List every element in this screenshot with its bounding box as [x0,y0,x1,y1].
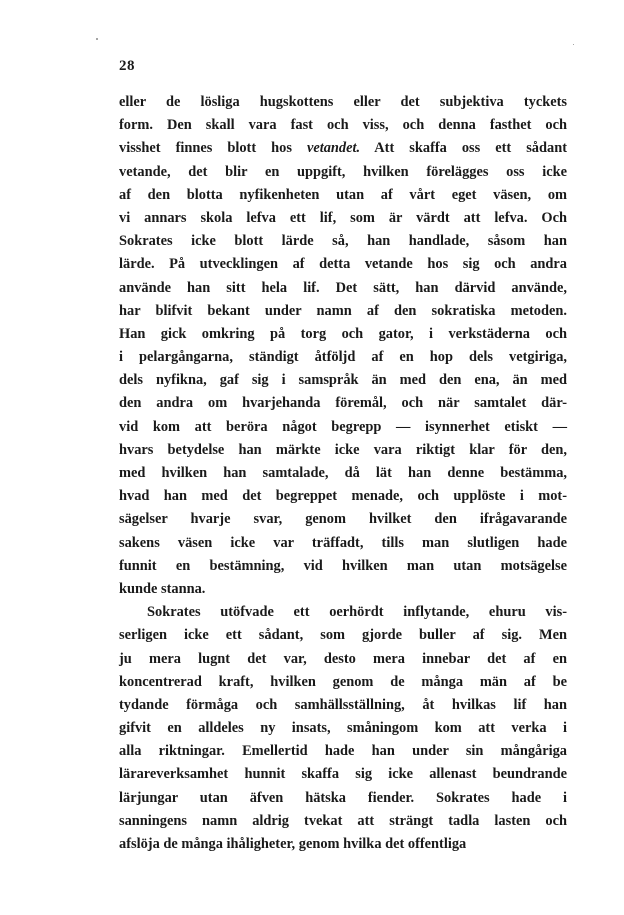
text-line: vi annars skola lefva ett lif, som är värdt att lefva. Och [119,209,567,226]
page-number: 28 [119,58,135,74]
text-line: lärde. På utvecklingen af detta vetande hos sig och andra [119,256,567,273]
paper-speck [573,44,574,45]
text-line: funnit en bestämning, vid hvilken man utan motsägelse [119,557,567,574]
text-line: af den blotta nyfikenheten utan af vårt eget väsen, om [119,186,567,203]
text-line: lärjungar utan äfven hätska fiender. Sokrates hade i [119,789,567,806]
text-line: serligen icke ett sådant, som gjorde buller af sig. Men [119,627,567,644]
text-line: eller de lösliga hugskottens eller det subjektiva tyckets [119,94,567,110]
text-line: sägelser hvarje svar, genom hvilket den ifrågavarande [119,511,567,528]
body-text [119,91,567,856]
text-line: koncentrerad kraft, hvilken genom de många män af be [119,673,567,690]
text-line: sakens väsen icke var träffadt, tills man slutligen hade [119,534,567,551]
text-line: gifvit en alldeles ny insats, småningom kom att verka i [119,720,567,737]
text-line: sanningens namn aldrig tvekat att strängt tadla lasten och [119,812,567,829]
text-line: Sokrates icke blott lärde så, han handlade, såsom han [119,233,567,250]
text-line: hvad han med det begreppet menade, och upplöste i mot- [119,488,567,505]
text-line: visshet finnes blott hos vetandet. Att skaffa oss ett sådant [119,140,567,157]
emphasis-word: vetandet. [306,140,361,157]
paper-speck [96,38,98,40]
text-line: afslöja de många ihåligheter, genom hvilka det offentliga [119,836,467,852]
text-line: form. Den skall vara fast och viss, och denna fasthet och [119,117,567,134]
text-line: har blifvit bekant under namn af den sokratiska metoden. [119,302,567,319]
text-line: ju mera lugnt det var, desto mera innebar det af en [119,650,567,667]
text-line: Han gick omkring på torg och gator, i verkstäderna och [119,325,567,342]
text-line: kunde stanna. [119,580,206,597]
text-line: den andra om hvarjehanda föremål, och när samtalet där- [119,395,567,412]
text-line: alla riktningar. Emellertid hade han under sin mångåriga [119,743,567,760]
text-line: Sokrates utöfvade ett oerhördt inflytande, ehuru vis- [147,604,567,621]
text-line: använde han sitt hela lif. Det sätt, han därvid använde, [119,279,567,296]
text-line: hvars betydelse han märkte icke vara riktigt klar för den, [119,441,567,458]
text-line: med hvilken han samtalade, då lät han denne bestämma, [119,465,567,481]
text-line: lärareverksamhet hunnit skaffa sig icke allenast beundrande [119,766,567,783]
text-line: vetande, det blir en uppgift, hvilken förelägges oss icke [119,163,567,180]
text-line: vid kom att beröra något begrepp — isynnerhet etiskt — [119,418,567,435]
text-line: dels nyfikna, gaf sig i samspråk än med den ena, än med [119,372,567,389]
text-line: tydande förmåga och samhällsställning, åt hvilkas lif han [119,696,567,713]
text-line: i pelargångarna, ständigt åtföljd af en hop dels vetgiriga, [119,349,567,366]
